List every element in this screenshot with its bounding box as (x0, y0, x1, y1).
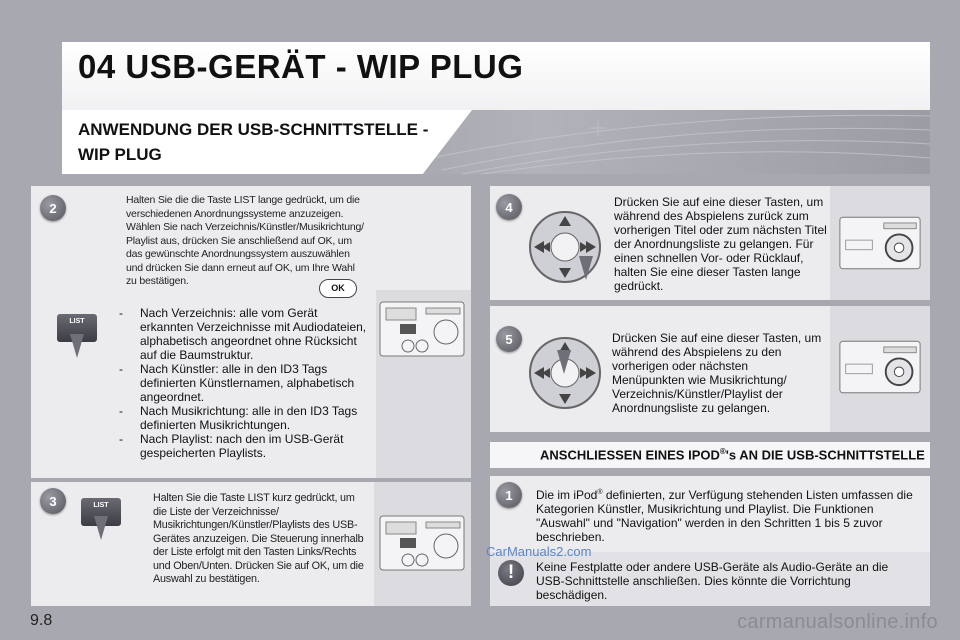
step-1-badge: 1 (496, 482, 522, 508)
section-heading (78, 117, 478, 167)
footer-watermark: carmanualsonline.info (737, 611, 938, 633)
watermark: CarManuals2.com (486, 544, 592, 559)
radio-unit-illustration (838, 336, 922, 398)
section-heading-line1: ANWENDUNG DER USB-SCHNITTSTELLE - (78, 120, 429, 139)
press-arrow-icon (557, 350, 571, 374)
list-item: - Nach Playlist: nach den im USB-Gerät gespeicherten Playlists. (113, 432, 371, 460)
press-arrow-icon (70, 334, 84, 358)
step-5-badge: 5 (496, 326, 522, 352)
list-button-label: LIST (69, 318, 85, 325)
step-3-text: Halten Sie die Taste LIST kurz gedrückt, um die Liste der Verzeichnisse/ Musikrichtungen/Künstler/Playlists des USB-Gerätes anzuzeigen. Die Steuerung innerhalb der Liste erfolgt mit den Tasten Links/Rechts und Oben/Unten. Drücken Sie auf OK, um die Auswahl zu bestätigen. (153, 492, 364, 585)
radio-unit-illustration (378, 512, 466, 574)
list-item: - Nach Künstler: alle in den ID3 Tags definierten Künstlernamen, alphabetisch angeordnet. (113, 362, 371, 404)
warning-icon: ! (498, 560, 524, 586)
ipod-step-1-text (536, 486, 920, 544)
step-5-text: Drücken Sie auf eine dieser Tasten, um während des Abspielens zu den vorherigen oder nächsten Menüpunkten wie Musikrichtung/ Verzeichnis/Künstler/Playlist der Anordnungsliste zu gelangen. (612, 331, 822, 415)
step-3-badge: 3 (40, 488, 66, 514)
list-button-label: LIST (93, 502, 109, 509)
step-4-badge: 4 (496, 194, 522, 220)
radio-unit-illustration (838, 212, 922, 274)
ipod-text-post: definierten, zur Verfügung stehenden Listen umfassen die Kategorien Künstler, Musikrichtung und Playlist. Die Funktionen "Auswahl" und "Navigation" werden in den Schritten 1 bis 5 zuvor beschrieben. (536, 488, 913, 544)
ipod-title-pre: ANSCHLIESSEN EINES IPOD (540, 447, 720, 463)
ok-button-icon: OK (319, 279, 357, 298)
radio-unit-illustration (378, 298, 466, 360)
ipod-section-title (540, 447, 925, 462)
step-2-badge: 2 (40, 195, 66, 221)
page-number: 9.8 (30, 612, 53, 629)
warning-text: Keine Festplatte oder andere USB-Geräte als Audio-Geräte an die USB-Schnittstelle anschließen. Dies könnte die Vorrichtung beschädigen. (536, 560, 889, 602)
ipod-title-registered: ® (719, 447, 726, 456)
press-arrow-icon (94, 516, 108, 540)
section-heading-line2: WIP PLUG (78, 145, 162, 164)
ipod-text-pre: Die im iPod (536, 488, 598, 502)
press-arrow-icon (579, 256, 593, 280)
sort-options-list (113, 306, 371, 460)
list-item: - Nach Verzeichnis: alle vom Gerät erkannten Verzeichnisse mit Audiodateien, alphabetisch angeordnet ohne Rücksicht auf die Baumstruktur. (113, 306, 371, 362)
list-item: - Nach Musikrichtung: alle in den ID3 Tags definierten Musikrichtungen. (113, 404, 371, 432)
step-2-intro: Halten Sie die die Taste LIST lange gedrückt, um die verschiedenen Anordnungssysteme anzuzeigen. Wählen Sie nach Verzeichnis/Künstler/Musikrichtung/ Playlist aus, drücken Sie anschließend auf OK, um das gewünschte Anordnungssystem auszuwählen und drücken Sie dann erneut auf OK, um Ihre Wahl zu bestätigen. (126, 194, 364, 287)
page-title: 04 USB-GERÄT - WIP PLUG (78, 48, 524, 85)
step-4-text: Drücken Sie auf eine dieser Tasten, um während des Abspielens zurück zum vorherigen Titel oder zum nächsten Titel der Anordnungsliste zu gelangen. Für einen schnellen Vor- oder Rücklauf, halten Sie eine dieser Tasten lange gedrückt. (614, 195, 827, 293)
ipod-title-post: 's AN DIE USB-SCHNITTSTELLE (725, 447, 925, 463)
ipod-text-registered: ® (597, 489, 603, 496)
